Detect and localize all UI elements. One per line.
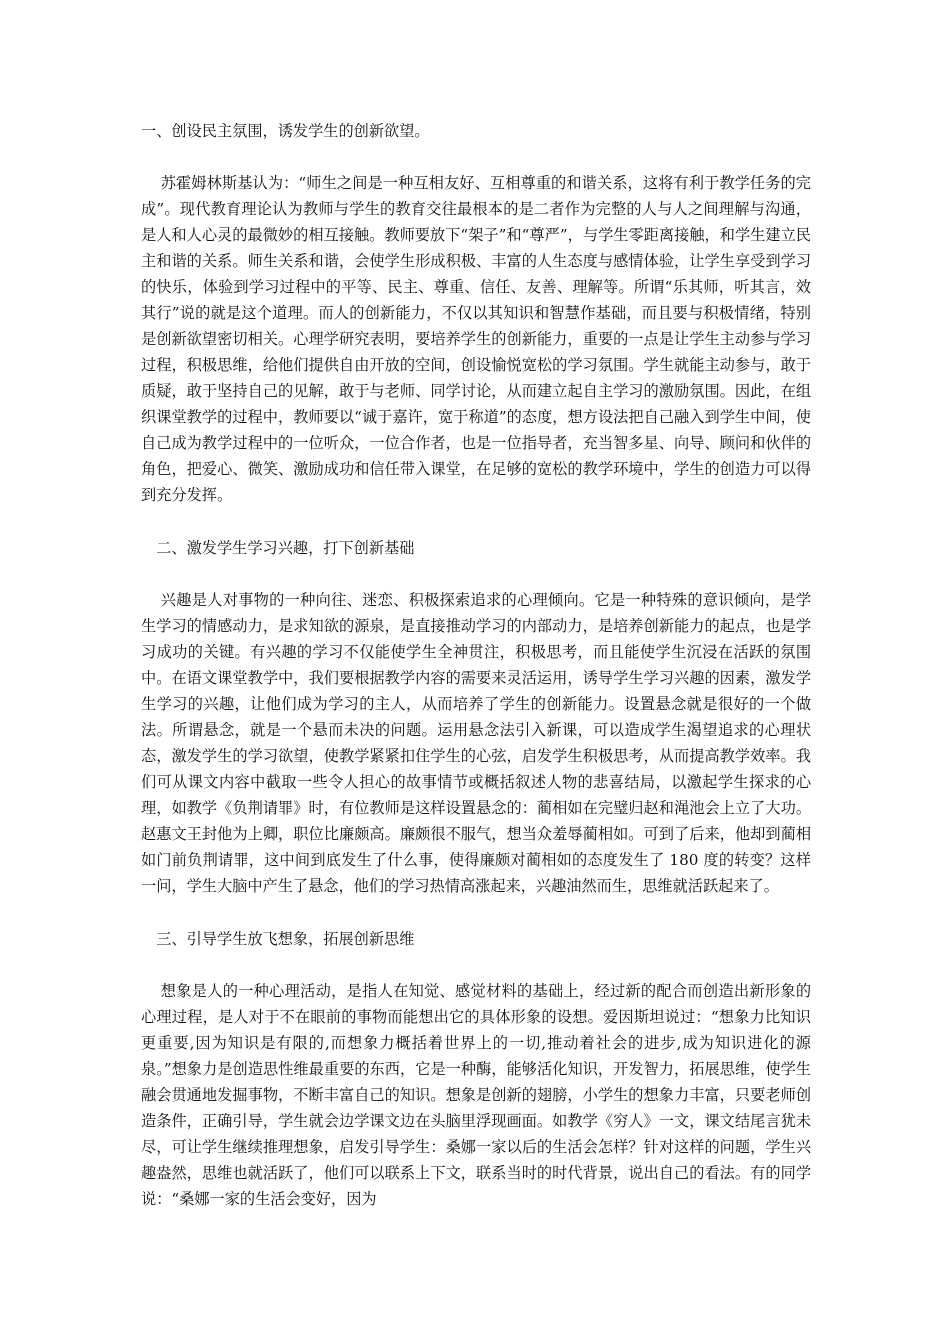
spacer — [141, 508, 811, 535]
section-body-1: 苏霍姆林斯基认为：“师生之间是一种互相友好、互相尊重的和谐关系，这将有利于教学任务的完成”。现代教育理论认为教师与学生的教育交往最根本的是二者作为完整的人与人之间理解与沟通，是人和人心灵的最微妙的相互接触。教师要放下“架子”和“尊严”，与学生零距离接触，和学生建立民主和谐的关系。师生关系和谐，会使学生形成积极、丰富的人生态度与感情体验，让学生享受到学习的快乐，体验到学习过程中的平等、民主、尊重、信任、友善、理解等。所谓“乐其师，听其言，效其行”说的就是这个道理。而人的创新能力，不仅以其知识和智慧作基础，而且要与积极情绪，特别是创新欲望密切相关。心理学研究表明，要培养学生的创新能力，重要的一点是让学生主动参与学习过程，积极思维，给他们提供自由开放的空间，创设愉悦宽松的学习氛围。学生就能主动参与，敢于质疑，敢于坚持自己的见解，敢于与老师、同学讨论，从而建立起自主学习的激励氛围。因此，在组织课堂教学的过程中，教师要以“诚于嘉许，宽于称道”的态度，想方设法把自己融入到学生中间，使自己成为教学过程中的一位听众，一位合作者，也是一位指导者，充当智多星、向导、顾问和伙伴的角色，把爱心、微笑、激励成功和信任带入课堂，在足够的宽松的教学环境中，学生的创造力可以得到充分发挥。 — [141, 174, 811, 504]
spacer — [141, 144, 811, 170]
section-heading-1: 一、创设民主氛围，诱发学生的创新欲望。 — [141, 122, 430, 140]
document-page — [141, 118, 811, 1212]
section-body-2: 兴趣是人对事物的一种向往、迷恋、积极探索追求的心理倾向。它是一种特殊的意识倾向，是学生学习的情感动力，是求知欲的源泉，是直接推动学习的内部动力，是培养创新能力的起点，也是学习成功的关键。有兴趣的学习不仅能使学生全神贯注，积极思考，而且能使学生沉浸在活跃的氛围中。在语文课堂教学中，我们要根据教学内容的需要来灵活运用，诱导学生学习兴趣的因素，激发学生学习的兴趣，让他们成为学习的主人，从而培养了学生的创新能力。设置悬念就是很好的一个做法。所谓悬念，就是一个悬而未决的问题。运用悬念法引入新课，可以造成学生渴望追求的心理状态，激发学生的学习欲望，使教学紧紧扣住学生的心弦，启发学生积极思考，从而提高教学效率。我们可从课文内容中截取一些令人担心的故事情节或概括叙述人物的悲喜结局，以激起学生探求的心理，如教学《负荆请罪》时，有位教师是这样设置悬念的：蔺相如在完璧归赵和渑池会上立了大功。赵惠文王封他为上卿，职位比廉颇高。廉颇很不服气，想当众羞辱蔺相如。可到了后来，他却到蔺相如门前负荆请罪，这中间到底发生了什么事，使得廉颇对蔺相如的态度发生了 180 度的转变？这样一问，学生大脑中产生了悬念，他们的学习热情高涨起来，兴趣油然而生，思维就活跃起来了。 — [141, 591, 811, 895]
section-heading-2: 二、激发学生学习兴趣，打下创新基础 — [141, 539, 415, 557]
section-heading-3: 三、引导学生放飞想象，拓展创新思维 — [141, 930, 415, 948]
spacer — [141, 952, 811, 978]
section-body-3: 想象是人的一种心理活动，是指人在知觉、感觉材料的基础上，经过新的配合而创造出新形象的心理过程，是人对于不在眼前的事物而能想出它的具体形象的设想。爱因斯坦说过：“想象力比知识更重要,因为知识是有限的,而想象力概括着世界上的一切,推动着社会的进步,成为知识进化的源泉。”想象力是创造思性维最重要的东西，它是一种酶，能够活化知识，开发智力，拓展思维，使学生融会贯通地发掘事物，不断丰富自己的知识。想象是创新的翅膀，小学生的想象力丰富，只要老师创造条件，正确引导，学生就会边学课文边在头脑里浮现画面。如教学《穷人》一文，课文结尾言犹未尽，可让学生继续推理想象，启发引导学生：桑娜一家以后的生活会怎样？针对这样的问题，学生兴趣盎然，思维也就活跃了，他们可以联系上下文，联系当时的时代背景，说出自己的看法。有的同学说：“桑娜一家的生活会变好，因为 — [141, 982, 811, 1208]
spacer — [141, 561, 811, 587]
spacer — [141, 899, 811, 926]
